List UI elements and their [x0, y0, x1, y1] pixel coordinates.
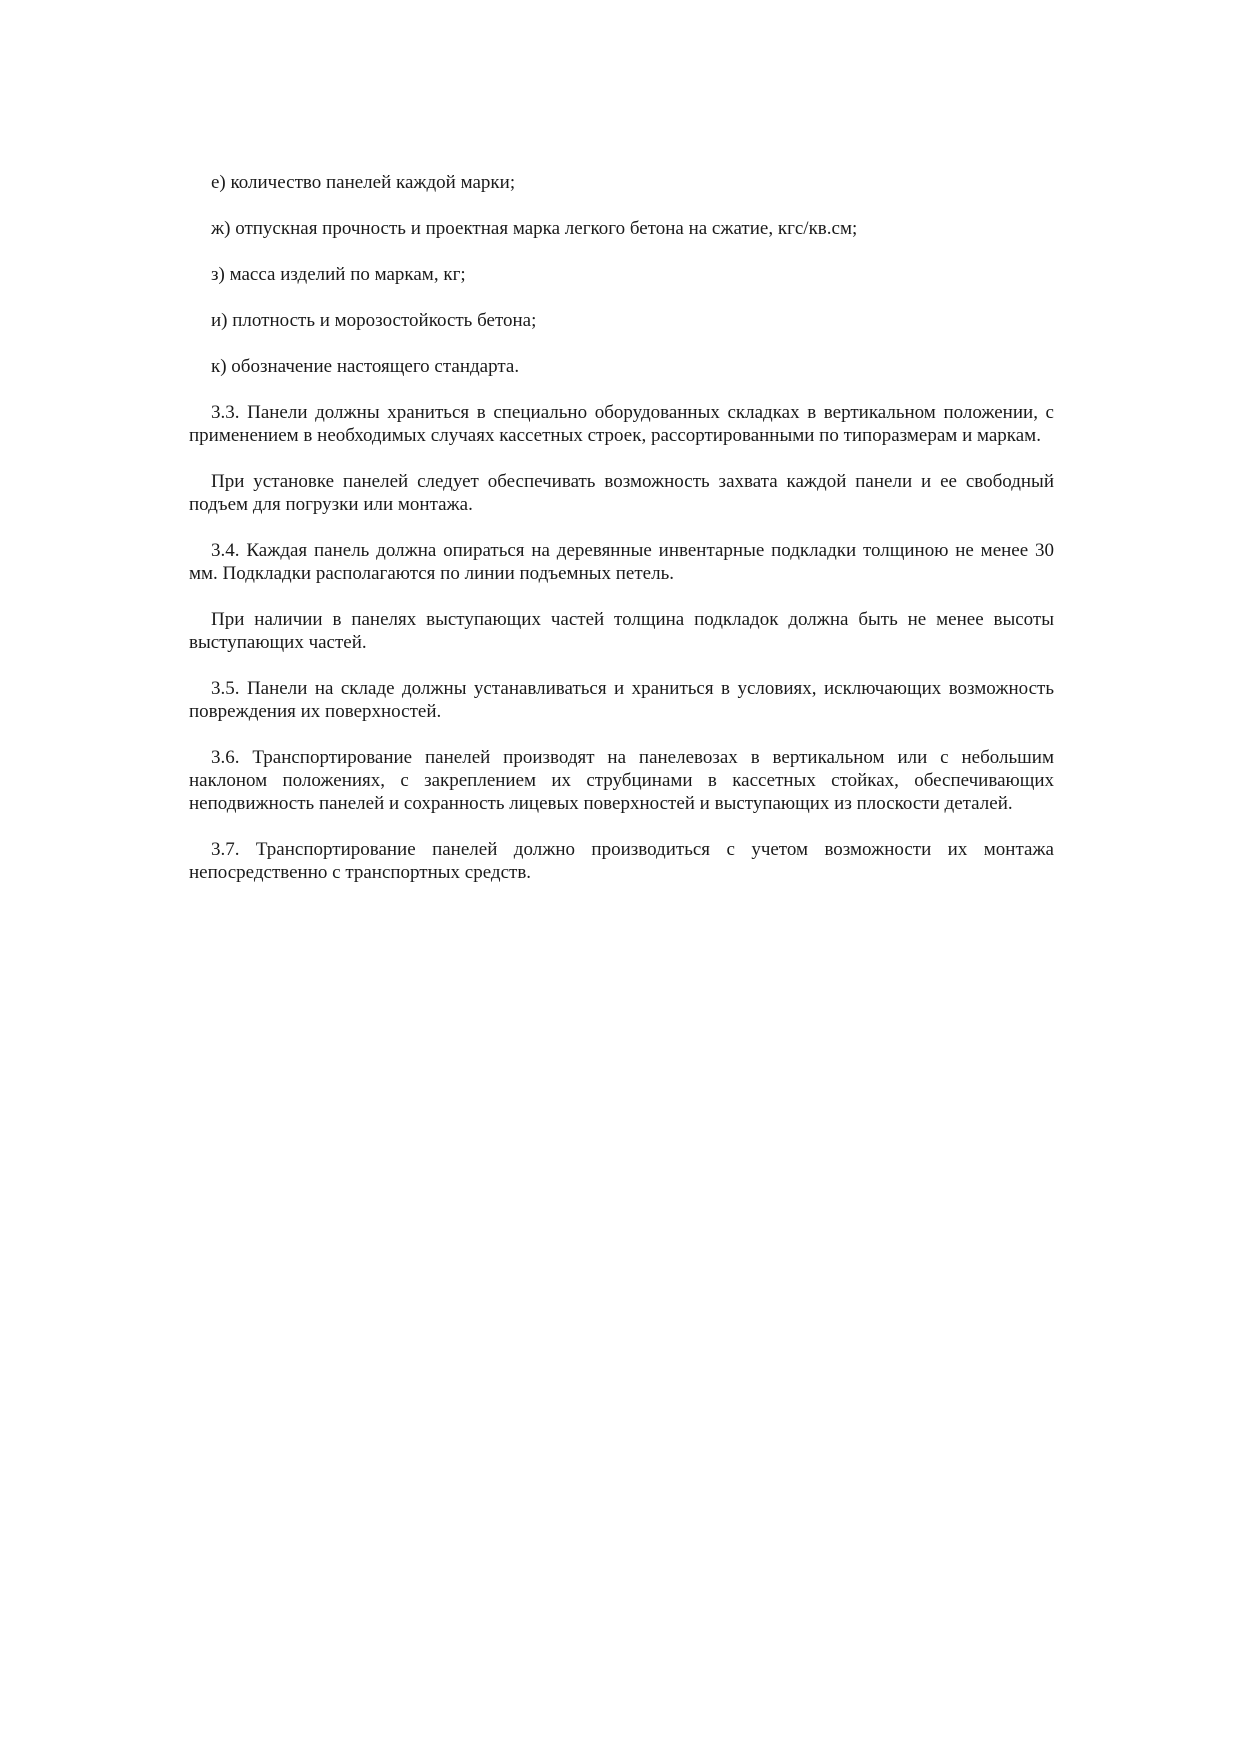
clause-3-4-note: При наличии в панелях выступающих частей толщина подкладок должна быть не менее высоты выступающих частей. — [189, 609, 1054, 653]
list-item-zh: ж) отпускная прочность и проектная марка легкого бетона на сжатие, кгс/кв.см; — [211, 218, 858, 239]
clause-3-7: 3.7. Транспортирование панелей должно производиться с учетом возможности их монтажа непосредственно с транспортных средств. — [189, 839, 1054, 883]
list-item-z: з) масса изделий по маркам, кг; — [211, 264, 466, 285]
clause-3-6: 3.6. Транспортирование панелей производят на панелевозах в вертикальном или с небольшим наклоном положениях, с закреплением их струбцинами в кассетных стойках, обеспечивающих неподвижность панелей и сохранность лицевых поверхностей и выступающих из плоскости деталей. — [189, 747, 1054, 814]
list-item-e: е) количество панелей каждой марки; — [211, 172, 516, 193]
clause-3-4: 3.4. Каждая панель должна опираться на деревянные инвентарные подкладки толщиною не менее 30 мм. Подкладки располагаются по линии подъемных петель. — [189, 540, 1054, 584]
clause-3-3: 3.3. Панели должны храниться в специально оборудованных складках в вертикальном положении, с применением в необходимых случаях кассетных строек, рассортированными по типоразмерам и маркам. — [189, 402, 1054, 446]
list-item-k: к) обозначение настоящего стандарта. — [211, 356, 520, 377]
clause-3-3-note: При установке панелей следует обеспечивать возможность захвата каждой панели и ее свободный подъем для погрузки или монтажа. — [189, 471, 1054, 515]
list-item-i: и) плотность и морозостойкость бетона; — [211, 310, 537, 331]
document-body — [189, 171, 1054, 907]
clause-3-5: 3.5. Панели на складе должны устанавливаться и храниться в условиях, исключающих возможность повреждения их поверхностей. — [189, 678, 1054, 722]
